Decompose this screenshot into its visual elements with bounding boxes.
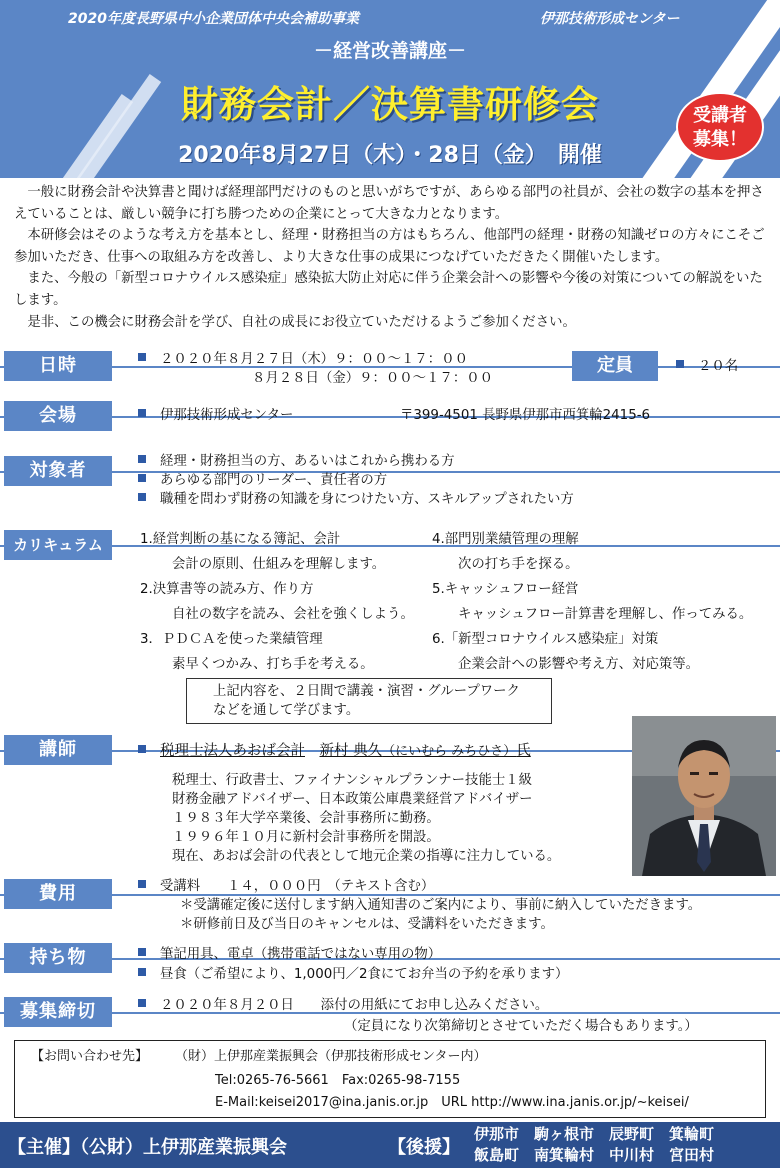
bullet-square-icon xyxy=(676,360,684,368)
venue-address: 〒399-4501 長野県伊那市西箕輪2415-6 xyxy=(400,408,651,423)
lecturer-bio: １９８３年大学卒業後、会計事務所に勤務。 xyxy=(172,811,440,826)
row-divider xyxy=(0,545,780,547)
fee-line xyxy=(138,877,434,896)
curriculum-item-desc: 企業会計への影響や考え方、対応策等。 xyxy=(458,657,700,672)
footer-supporters-row: 飯島町 南箕輪村 中川村 宮田村 xyxy=(474,1146,715,1164)
capacity-value xyxy=(676,357,738,376)
footer-organizer: 【主催】（公財）上伊那産業振興会 xyxy=(8,1137,287,1158)
target-label: 対象者 xyxy=(4,456,112,486)
header-banner xyxy=(0,0,780,178)
lecturer-label: 講師 xyxy=(4,735,112,765)
badge-line: 募集！ xyxy=(693,129,747,150)
intro-paragraph: 本研修会はそのような考え方を基本とし、経理・財務担当の方はもちろん、他部門の経理・財務の知識ゼロの方々にこそご参加いただき、仕事への取組み方を改善し、より大きな仕事の成果につなげていただきたく開催いたします。 xyxy=(14,228,765,265)
curriculum-item-title: 1.経営判断の基になる簿記、会計 xyxy=(140,532,341,547)
badge-line: 受講者 xyxy=(693,105,747,126)
lecturer-bio: 財務金融アドバイザー、日本政策公庫農業経営アドバイザー xyxy=(172,792,533,807)
lecturer-name: 新村 典久 xyxy=(319,743,383,759)
contact-heading: 【お問い合わせ先】 xyxy=(31,1049,149,1064)
bullet-square-icon xyxy=(138,745,146,753)
event-date: 2020年8月27日（木）・28日（金） 開催 xyxy=(178,143,602,168)
contact-box xyxy=(14,1040,766,1118)
venue-label: 会場 xyxy=(4,401,112,431)
row-divider xyxy=(0,416,780,418)
sponsor-text: 2020年度長野県中小企業団体中央会補助事業 xyxy=(68,11,359,27)
bullet-square-icon xyxy=(138,880,146,888)
schedule-line-1 xyxy=(138,350,468,369)
target-item xyxy=(138,490,574,509)
lecturer-photo xyxy=(632,716,776,876)
belongings-item xyxy=(138,965,568,984)
footer-supporters-row: 伊那市 駒ヶ根市 辰野町 箕輪町 xyxy=(474,1125,715,1143)
intro-paragraph: 一般に財務会計や決算書と聞けば経理部門だけのものと思いがちですが、あらゆる部門の社員が、会社の数字の基本を押さえていることは、厳しい競争に打ち勝つための企業にとって大きな力となります。 xyxy=(14,185,764,222)
intro-text xyxy=(14,182,770,333)
bullet-square-icon xyxy=(138,353,146,361)
lecturer-name-line xyxy=(138,742,531,761)
target-item xyxy=(138,471,387,490)
lecturer-reading: （にいむら みちひさ） xyxy=(382,744,517,759)
bullet-square-icon xyxy=(138,948,146,956)
bullet-square-icon xyxy=(138,968,146,976)
page-title: 財務会計／決算書研修会 xyxy=(181,83,599,126)
curriculum-item-title: 5.キャッシュフロー経営 xyxy=(432,582,579,597)
curriculum-note-box xyxy=(186,678,552,724)
belongings-text: 昼食（ご希望により、1,000円／2食にてお弁当の予約を承ります） xyxy=(160,967,569,982)
bullet-square-icon xyxy=(138,999,146,1007)
curriculum-label: カリキュラム xyxy=(4,530,112,560)
lecturer-bio: 現在、あおば会計の代表として地元企業の指導に注力している。 xyxy=(172,849,561,864)
footer-banner xyxy=(0,1122,780,1168)
fee-note: ＊受講確定後に送付します納入通知書のご案内により、事前に納入していただきます。 xyxy=(180,898,702,913)
belongings-label: 持ち物 xyxy=(4,943,112,973)
course-subtitle: －経営改善講座－ xyxy=(313,40,466,62)
bullet-square-icon xyxy=(138,474,146,482)
intro-paragraph: 是非、この機会に財務会計を学び、自社の成長にお役立ていただけるようご参加ください。 xyxy=(27,314,576,330)
venue-text: 伊那技術形成センター xyxy=(160,408,294,423)
curriculum-item-desc: 次の打ち手を探る。 xyxy=(458,557,579,572)
row-divider xyxy=(0,471,780,473)
curriculum-note: などを通して学びます。 xyxy=(213,703,360,718)
curriculum-item-title: 4.部門別業績管理の理解 xyxy=(432,532,579,547)
curriculum-item-desc: 素早くつかみ、打ち手を考える。 xyxy=(172,657,374,672)
bullet-square-icon xyxy=(138,455,146,463)
target-item xyxy=(138,452,455,471)
belongings-item xyxy=(138,945,441,964)
bullet-square-icon xyxy=(138,409,146,417)
lecturer-bio: １９９６年１０月に新村会計事務所を開設。 xyxy=(172,830,440,845)
schedule-label: 日時 xyxy=(4,351,112,381)
target-text: 職種を問わず財務の知識を身につけたい方、スキルアップされたい方 xyxy=(160,492,574,507)
bullet-square-icon xyxy=(138,493,146,501)
lecturer-portrait-icon xyxy=(632,716,776,876)
deadline-line xyxy=(138,996,548,1015)
capacity-label: 定員 xyxy=(572,351,658,381)
capacity-text: ２０名 xyxy=(698,359,739,374)
belongings-text: 筆記用具、電卓（携帯電話ではない専用の物） xyxy=(160,947,442,962)
schedule-text: ２０２０年８月２７日（木）９：００～１７：００ xyxy=(160,352,468,367)
target-text: あらゆる部門のリーダー、責任者の方 xyxy=(160,473,388,488)
footer-supporters xyxy=(474,1124,714,1166)
deadline-note: （定員になり次第締切とさせていただく場合もあります。） xyxy=(344,1019,698,1034)
lecturer-honorific: 氏 xyxy=(516,743,531,759)
curriculum-item-title: 6.「新型コロナウイルス感染症」対策 xyxy=(432,632,659,647)
curriculum-item-title: 3．ＰＤＣＡを使った業績管理 xyxy=(140,632,323,647)
deadline-text: ２０２０年８月２０日 添付の用紙にてお申し込みください。 xyxy=(160,998,549,1013)
fee-text: 受講料 １４，０００円 （テキスト含む） xyxy=(160,879,435,894)
recruit-badge xyxy=(676,92,764,162)
lecturer-firm: 税理士法人あおば会計 xyxy=(160,743,305,759)
schedule-line-2: ８月２８日（金）９：００～１７：００ xyxy=(252,371,494,386)
center-name: 伊那技術形成センター xyxy=(540,11,680,27)
curriculum-item-desc: 会計の原則、仕組みを理解します。 xyxy=(172,557,386,572)
curriculum-item-desc: 自社の数字を読み、会社を強くしよう。 xyxy=(172,607,414,622)
curriculum-item-title: 2.決算書等の読み方、作り方 xyxy=(140,582,314,597)
contact-org: （財）上伊那産業振興会（伊那技術形成センター内） xyxy=(175,1049,487,1064)
target-text: 経理・財務担当の方、あるいはこれから携わる方 xyxy=(160,454,455,469)
curriculum-item-desc: キャッシュフロー計算書を理解し、作ってみる。 xyxy=(458,607,753,622)
venue-name xyxy=(138,406,293,425)
footer-support-label: 【後援】 xyxy=(388,1137,460,1158)
curriculum-note: 上記内容を、２日間で講義・演習・グループワーク xyxy=(213,684,520,699)
intro-paragraph: また、今般の「新型コロナウイルス感染症」感染拡大防止対応に伴う企業会計への影響や今後の対策についての解説をいたします。 xyxy=(14,271,763,308)
fee-note: ＊研修前日及び当日のキャンセルは、受講料をいただきます。 xyxy=(180,917,554,932)
lecturer-bio: 税理士、行政書士、ファイナンシャルプランナー技能士１級 xyxy=(172,773,533,788)
contact-tel: Tel:0265-76-5661 Fax:0265-98-7155 xyxy=(215,1073,461,1088)
contact-email[interactable]: E-Mail:keisei2017@ina.janis.or.jp URL http://www.ina.janis.or.jp/~keisei/ xyxy=(215,1095,689,1110)
deadline-label: 募集締切 xyxy=(4,997,112,1027)
fee-label: 費用 xyxy=(4,879,112,909)
